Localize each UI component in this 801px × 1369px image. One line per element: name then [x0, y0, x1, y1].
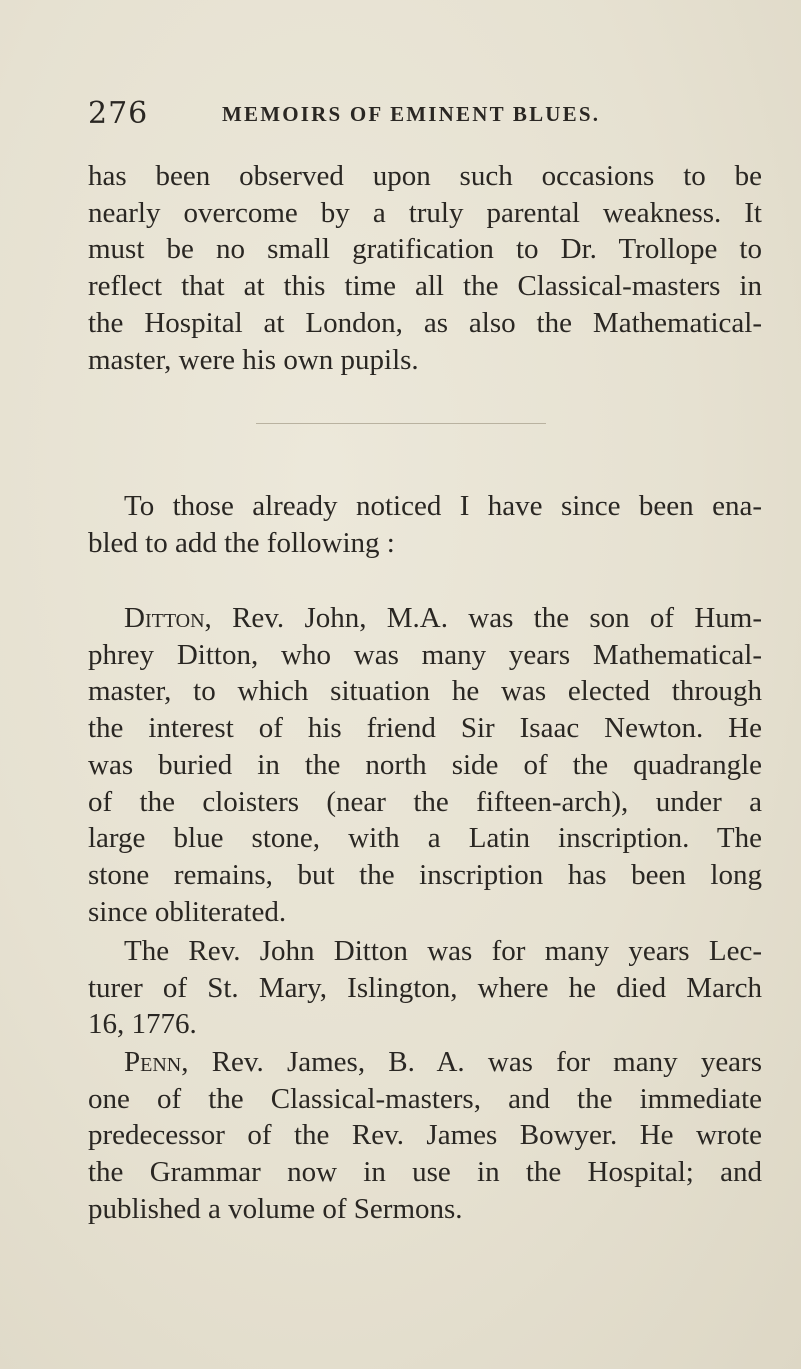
text-line: The Rev. John Ditton was for many years Lec-	[124, 935, 762, 967]
running-title: MEMOIRS OF EMINENT BLUES.	[222, 102, 601, 126]
entry-first-line	[88, 1044, 762, 1081]
page-number: 276	[88, 96, 149, 131]
entry-first-line-text: Rev. James, B. A. was for many years	[211, 1046, 762, 1078]
text-line: master, to which situation he was elected through	[88, 675, 762, 708]
text-line: the Hospital at London, as also the Mathematical-	[88, 306, 762, 339]
text-line: of the cloisters (near the fifteen-arch), under a	[88, 785, 762, 818]
ditton-entry	[88, 600, 762, 930]
section-divider	[256, 423, 546, 424]
text-line: phrey Ditton, who was many years Mathematical-	[88, 638, 762, 671]
text-line: turer of St. Mary, Islington, where he died March	[88, 971, 762, 1004]
opening-paragraph	[88, 158, 762, 378]
text-line: must be no small gratification to Dr. Trollope to	[88, 233, 762, 266]
page-header	[88, 96, 728, 136]
text-line: the interest of his friend Sir Isaac Newton. He	[88, 712, 762, 745]
text-line: was buried in the north side of the quadrangle	[88, 748, 762, 781]
text-line: predecessor of the Rev. James Bowyer. He wrote	[88, 1119, 762, 1152]
intro-paragraph	[88, 488, 762, 561]
ditton-followup	[88, 933, 762, 1043]
text-line: bled to add the following :	[88, 526, 395, 559]
text-line: To those already noticed I have since been ena-	[124, 490, 762, 522]
text-line: the Grammar now in use in the Hospital; and	[88, 1156, 762, 1189]
entry-first-line-text: Rev. John, M.A. was the son of Hum-	[232, 602, 762, 634]
entry-name: Ditton,	[124, 602, 212, 634]
penn-entry	[88, 1044, 762, 1228]
text-line: published a volume of Sermons.	[88, 1192, 463, 1225]
text-line: 16, 1776.	[88, 1008, 197, 1041]
text-line: since obliterated.	[88, 895, 287, 928]
text-line: nearly overcome by a truly parental weakness. It	[88, 196, 762, 229]
text-line: reflect that at this time all the Classical-masters in	[88, 270, 762, 303]
text-line: stone remains, but the inscription has been long	[88, 858, 762, 891]
entry-name: Penn,	[124, 1046, 189, 1078]
text-line: large blue stone, with a Latin inscription. The	[88, 822, 762, 855]
text-line: has been observed upon such occasions to be	[88, 160, 762, 192]
text-line: one of the Classical-masters, and the immediate	[88, 1082, 762, 1115]
text-line: master, were his own pupils.	[88, 343, 419, 376]
entry-first-line	[88, 600, 762, 637]
